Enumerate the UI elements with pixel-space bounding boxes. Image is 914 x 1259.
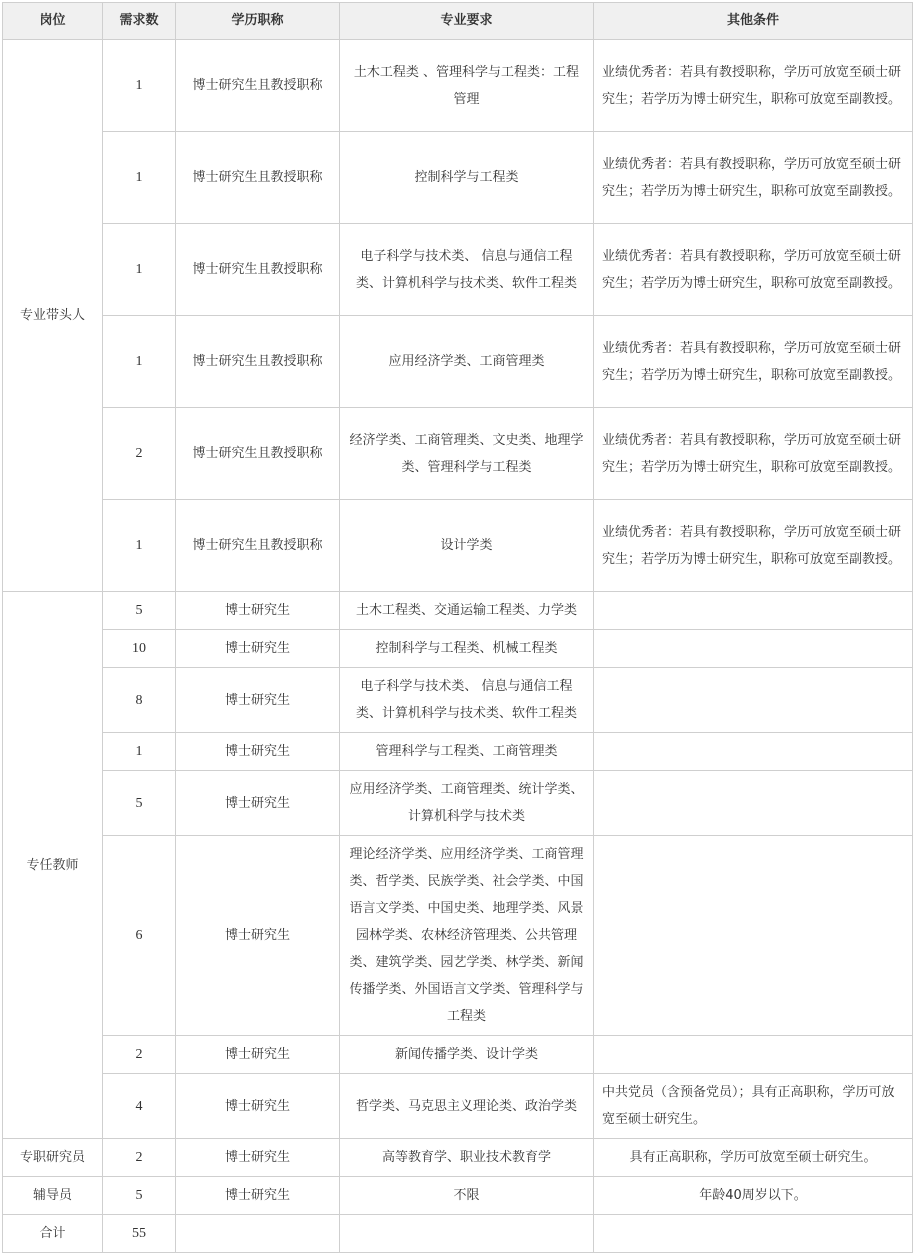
position-cell: 专业带头人 [3, 40, 103, 592]
major-cell: 理论经济学类、应用经济学类、工商管理类、哲学类、民族学类、社会学类、中国语言文学类、中国史类、地理学类、风景园林学类、农林经济管理类、公共管理类、建筑学类、园艺学类、林学类、新闻传播学类、外国语言文学类、管理科学与工程类 [340, 836, 594, 1036]
other-cell [594, 1036, 913, 1074]
position-cell: 辅导员 [3, 1177, 103, 1215]
table-row [3, 40, 913, 132]
other-cell: 业绩优秀者：若具有教授职称，学历可放宽至硕士研究生；若学历为博士研究生，职称可放宽至副教授。 [594, 40, 913, 132]
table-header-row [3, 3, 913, 40]
count-cell: 2 [103, 408, 176, 500]
major-cell: 经济学类、工商管理类、文史类、地理学类、管理科学与工程类 [340, 408, 594, 500]
table-row [3, 733, 913, 771]
empty-cell [594, 1215, 913, 1253]
header-other: 其他条件 [594, 3, 913, 40]
header-count: 需求数 [103, 3, 176, 40]
other-cell: 业绩优秀者：若具有教授职称，学历可放宽至硕士研究生；若学历为博士研究生，职称可放宽至副教授。 [594, 316, 913, 408]
other-cell: 业绩优秀者：若具有教授职称，学历可放宽至硕士研究生；若学历为博士研究生，职称可放宽至副教授。 [594, 132, 913, 224]
major-cell: 应用经济学类、工商管理类 [340, 316, 594, 408]
count-cell: 6 [103, 836, 176, 1036]
other-cell: 具有正高职称，学历可放宽至硕士研究生。 [594, 1139, 913, 1177]
count-cell: 10 [103, 630, 176, 668]
total-row [3, 1215, 913, 1253]
empty-cell [340, 1215, 594, 1253]
other-cell [594, 733, 913, 771]
count-cell: 5 [103, 1177, 176, 1215]
count-cell: 5 [103, 592, 176, 630]
degree-cell: 博士研究生且教授职称 [176, 500, 340, 592]
table-row [3, 408, 913, 500]
other-cell [594, 592, 913, 630]
major-cell: 电子科学与技术类、 信息与通信工程类、计算机科学与技术类、软件工程类 [340, 224, 594, 316]
major-cell: 哲学类、马克思主义理论类、政治学类 [340, 1074, 594, 1139]
count-cell: 5 [103, 771, 176, 836]
table-row [3, 132, 913, 224]
table-row [3, 1074, 913, 1139]
table-row [3, 500, 913, 592]
count-cell: 1 [103, 224, 176, 316]
count-cell: 2 [103, 1139, 176, 1177]
other-cell [594, 836, 913, 1036]
total-label: 合计 [3, 1215, 103, 1253]
degree-cell: 博士研究生 [176, 1177, 340, 1215]
count-cell: 8 [103, 668, 176, 733]
major-cell: 不限 [340, 1177, 594, 1215]
degree-cell: 博士研究生且教授职称 [176, 224, 340, 316]
degree-cell: 博士研究生且教授职称 [176, 408, 340, 500]
count-cell: 1 [103, 733, 176, 771]
degree-cell: 博士研究生且教授职称 [176, 132, 340, 224]
count-cell: 2 [103, 1036, 176, 1074]
degree-cell: 博士研究生 [176, 1139, 340, 1177]
other-cell: 年龄40周岁以下。 [594, 1177, 913, 1215]
header-position: 岗位 [3, 3, 103, 40]
count-cell: 1 [103, 40, 176, 132]
degree-cell: 博士研究生 [176, 733, 340, 771]
major-cell: 控制科学与工程类、机械工程类 [340, 630, 594, 668]
major-cell: 管理科学与工程类、工商管理类 [340, 733, 594, 771]
degree-cell: 博士研究生 [176, 630, 340, 668]
count-cell: 1 [103, 316, 176, 408]
table-row [3, 1036, 913, 1074]
table-row [3, 224, 913, 316]
table-row [3, 771, 913, 836]
degree-cell: 博士研究生 [176, 836, 340, 1036]
empty-cell [176, 1215, 340, 1253]
count-cell: 1 [103, 132, 176, 224]
other-cell: 业绩优秀者：若具有教授职称，学历可放宽至硕士研究生；若学历为博士研究生，职称可放宽至副教授。 [594, 408, 913, 500]
other-cell [594, 630, 913, 668]
major-cell: 新闻传播学类、设计学类 [340, 1036, 594, 1074]
recruitment-table [2, 2, 913, 1253]
count-cell: 1 [103, 500, 176, 592]
major-cell: 控制科学与工程类 [340, 132, 594, 224]
position-cell: 专任教师 [3, 592, 103, 1139]
other-cell [594, 771, 913, 836]
other-cell: 业绩优秀者：若具有教授职称，学历可放宽至硕士研究生；若学历为博士研究生，职称可放宽至副教授。 [594, 224, 913, 316]
major-cell: 电子科学与技术类、 信息与通信工程类、计算机科学与技术类、软件工程类 [340, 668, 594, 733]
other-cell: 业绩优秀者：若具有教授职称，学历可放宽至硕士研究生；若学历为博士研究生，职称可放宽至副教授。 [594, 500, 913, 592]
header-major: 专业要求 [340, 3, 594, 40]
other-cell: 中共党员（含预备党员）；具有正高职称，学历可放宽至硕士研究生。 [594, 1074, 913, 1139]
degree-cell: 博士研究生 [176, 771, 340, 836]
major-cell: 高等教育学、职业技术教育学 [340, 1139, 594, 1177]
degree-cell: 博士研究生且教授职称 [176, 316, 340, 408]
count-cell: 4 [103, 1074, 176, 1139]
table-row [3, 836, 913, 1036]
table-row [3, 1139, 913, 1177]
position-cell: 专职研究员 [3, 1139, 103, 1177]
degree-cell: 博士研究生 [176, 592, 340, 630]
table-row [3, 630, 913, 668]
total-count: 55 [103, 1215, 176, 1253]
major-cell: 设计学类 [340, 500, 594, 592]
table-row [3, 668, 913, 733]
major-cell: 应用经济学类、工商管理类、统计学类、计算机科学与技术类 [340, 771, 594, 836]
degree-cell: 博士研究生 [176, 1074, 340, 1139]
degree-cell: 博士研究生 [176, 668, 340, 733]
table-row [3, 592, 913, 630]
degree-cell: 博士研究生且教授职称 [176, 40, 340, 132]
header-degree: 学历职称 [176, 3, 340, 40]
major-cell: 土木工程类 、管理科学与工程类：工程管理 [340, 40, 594, 132]
degree-cell: 博士研究生 [176, 1036, 340, 1074]
major-cell: 土木工程类、交通运输工程类、力学类 [340, 592, 594, 630]
table-row [3, 316, 913, 408]
other-cell [594, 668, 913, 733]
table-row [3, 1177, 913, 1215]
